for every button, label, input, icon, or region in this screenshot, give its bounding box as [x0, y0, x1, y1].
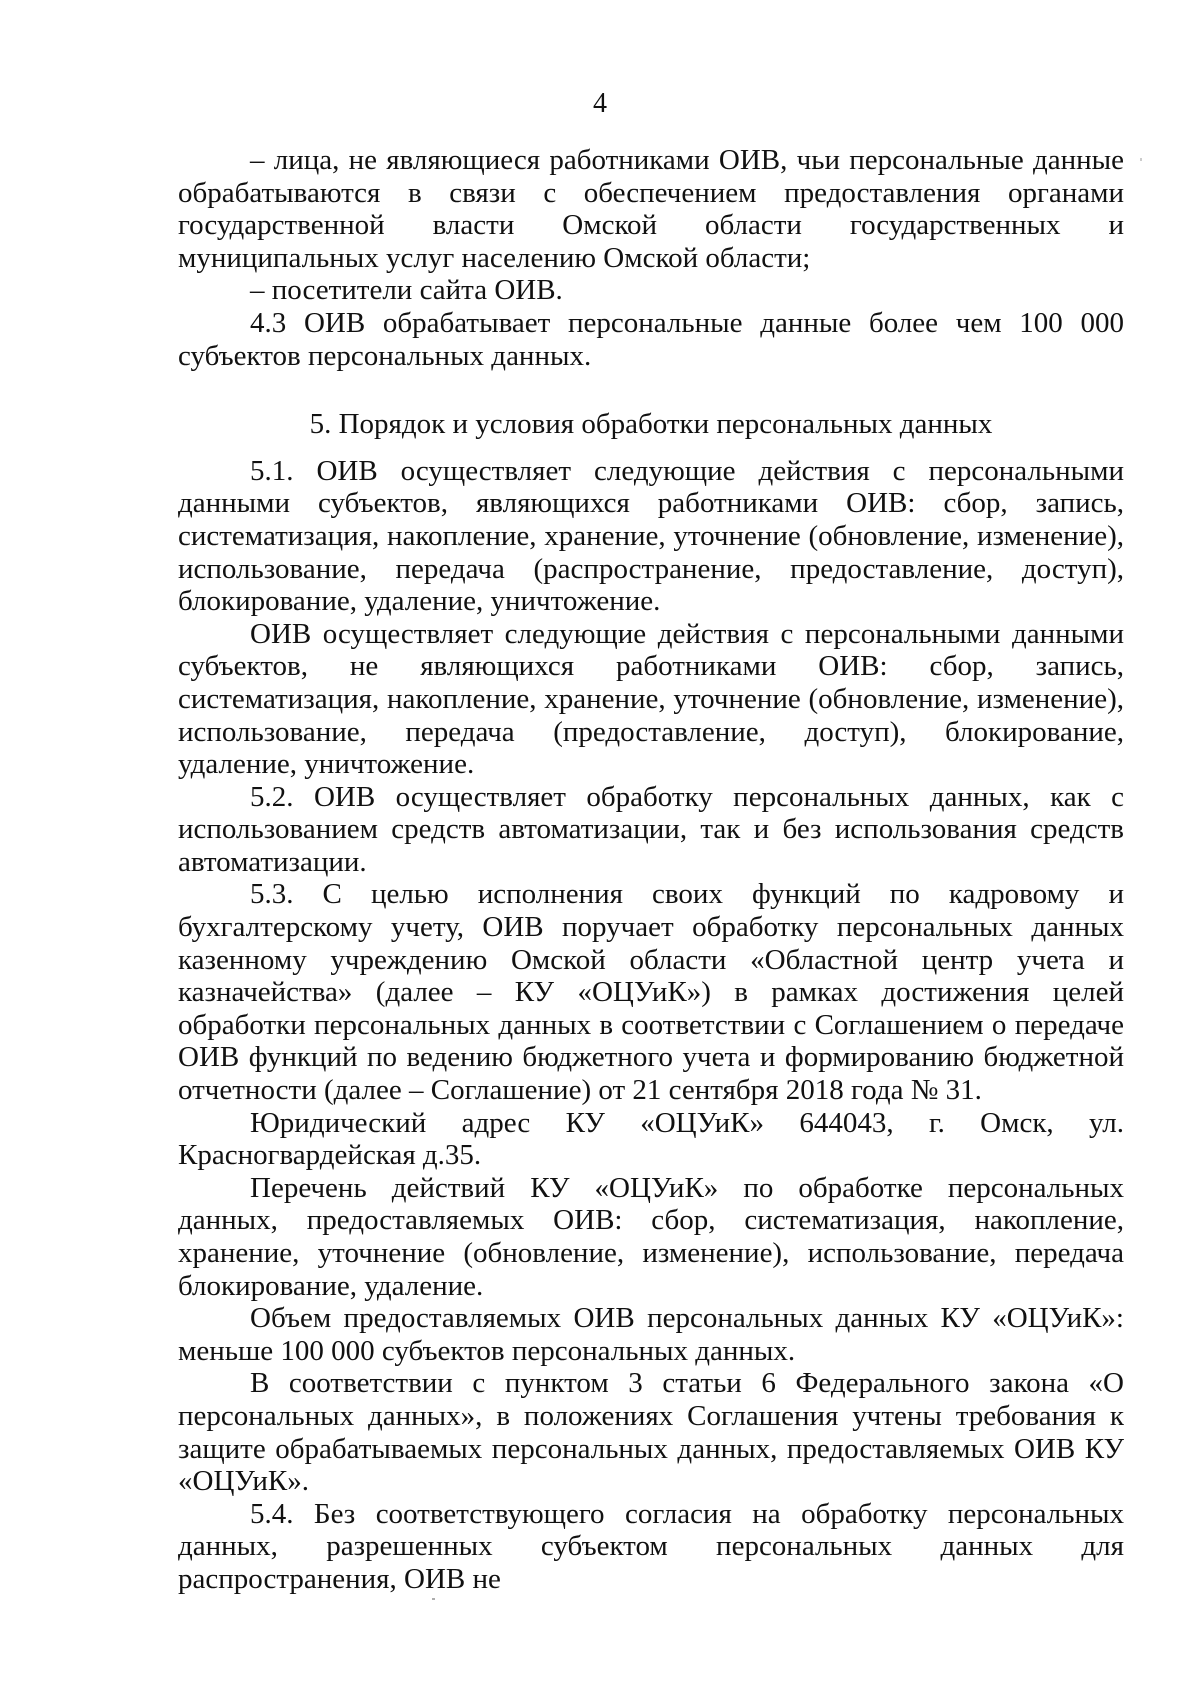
- scan-dot: [432, 1598, 435, 1600]
- paragraph-volume: Объем предоставляемых ОИВ персональных данных КУ «ОЦУиК»: меньше 100 000 субъектов персональных данных.: [178, 1302, 1124, 1367]
- paragraph-5-4: 5.4. Без соответствующего согласия на обработку персональных данных, разрешенных субъектом персональных данных для распространения, ОИВ не: [178, 1497, 1124, 1595]
- paragraph-federal-law: В соответствии с пунктом 3 статьи 6 Федерального закона «О персональных данных», в положениях Соглашения учтены требования к защите обрабатываемых персональных данных, предоставляемых ОИВ КУ «ОЦУиК».: [178, 1367, 1124, 1498]
- document-body: [178, 144, 1124, 1596]
- scan-speck: [1140, 158, 1142, 161]
- paragraph-5-1: 5.1. ОИВ осуществляет следующие действия с персональными данными субъектов, являющихся работниками ОИВ: сбор, запись, систематизация, накопление, хранение, уточнение (обновление, изменение), использование, передача (распространение, предоставление, доступ), блокирование, удаление, уничтожение.: [178, 454, 1124, 618]
- page-number: 4: [593, 88, 607, 119]
- paragraph-4-3: 4.3 ОИВ обрабатывает персональные данные более чем 100 000 субъектов персональных данных.: [178, 306, 1124, 372]
- paragraph-5-3: 5.3. С целью исполнения своих функций по кадровому и бухгалтерскому учету, ОИВ поручает обработку персональных данных казенному учреждению Омской области «Областной центр учета и казначейства» (далее – КУ «ОЦУиК») в рамках достижения целей обработки персональных данных в соответствии с Соглашением о передаче ОИВ функций по ведению бюджетного учета и формированию бюджетной отчетности (далее – Соглашение) от 21 сентября 2018 года № 31.: [178, 878, 1124, 1107]
- paragraph-persons-not-employees: – лица, не являющиеся работниками ОИВ, чьи персональные данные обрабатываются в связи с обеспечением предоставления органами государственной власти Омской области государственных и муниципальных услуг населению Омской области;: [178, 144, 1124, 274]
- section-heading: 5. Порядок и условия обработки персональных данных: [309, 408, 993, 441]
- paragraph-actions-list: Перечень действий КУ «ОЦУиК» по обработке персональных данных, предоставляемых ОИВ: сбор, систематизация, накопление, хранение, уточнение (обновление, изменение), использование, передача блокирование, удаление.: [178, 1171, 1124, 1302]
- paragraph-5-1-nonemployees: ОИВ осуществляет следующие действия с персональными данными субъектов, не являющихся работниками ОИВ: сбор, запись, систематизация, накопление, хранение, уточнение (обновление, изменение), использование, передача (предоставление, доступ), блокирование, удаление, уничтожение.: [178, 617, 1124, 781]
- paragraph-legal-address: Юридический адрес КУ «ОЦУиК» 644043, г. Омск, ул. Красногвардейская д.35.: [178, 1106, 1124, 1172]
- paragraph-5-2: 5.2. ОИВ осуществляет обработку персональных данных, как с использованием средств автоматизации, так и без использования средств автоматизации.: [178, 780, 1124, 878]
- paragraph-site-visitors: – посетители сайта ОИВ.: [250, 274, 563, 307]
